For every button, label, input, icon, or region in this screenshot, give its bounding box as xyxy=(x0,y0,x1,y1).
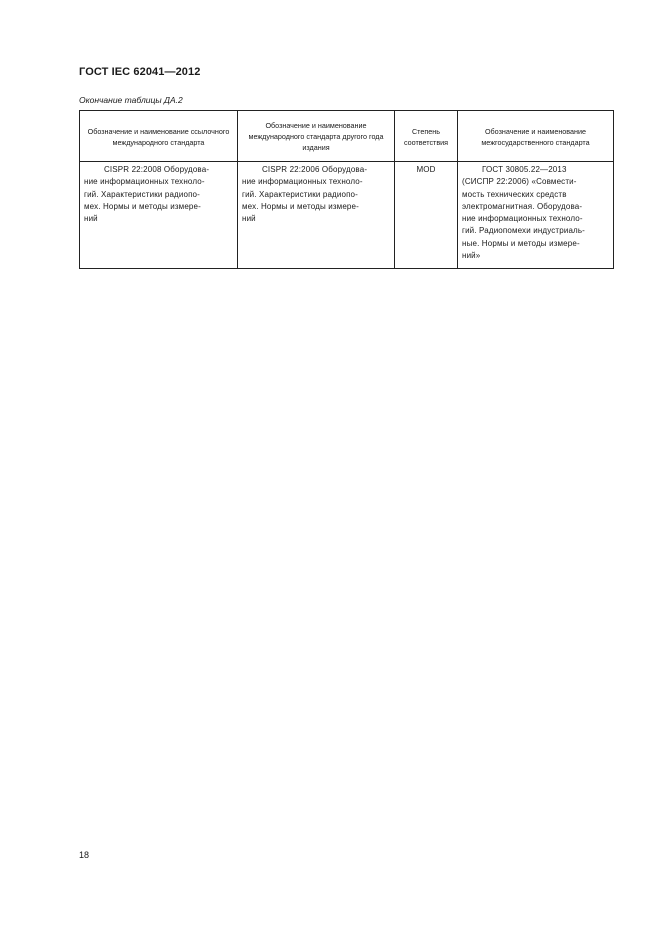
cell-degree-of-conformity: MOD xyxy=(395,162,458,269)
table-caption: Окончание таблицы ДА.2 xyxy=(79,95,183,105)
cell-line: гий. Радиопомехи индустриаль- xyxy=(462,226,585,236)
cell-interstate-standard xyxy=(458,162,614,269)
correspondence-table xyxy=(79,110,614,269)
page-number: 18 xyxy=(79,850,90,860)
cell-line: CISPR 22:2008 Оборудова- xyxy=(104,165,210,174)
table-header-row xyxy=(80,111,614,162)
header-interstate-standard: Обозначение и наименование межгосударственного стандарта xyxy=(458,111,614,162)
cell-line: электромагнитная. Оборудова- xyxy=(462,201,583,211)
cell-line: мех. Нормы и методы измере- xyxy=(84,201,201,211)
cell-line: мость технических средств xyxy=(462,189,567,199)
cell-line: ний xyxy=(242,214,256,224)
cell-line: ние информационных техноло- xyxy=(242,177,363,187)
header-degree-of-conformity: Степень соответствия xyxy=(395,111,458,162)
cell-line: (СИСПР 22:2006) «Совмести- xyxy=(462,177,577,187)
cell-line: ГОСТ 30805.22—2013 xyxy=(482,165,567,174)
header-other-edition-standard: Обозначение и наименование международного стандарта другого года издания xyxy=(238,111,395,162)
cell-line: ний xyxy=(84,214,98,224)
cell-line: гий. Характеристики радиопо- xyxy=(242,189,358,199)
cell-line: гий. Характеристики радиопо- xyxy=(84,189,200,199)
cell-line: CISPR 22:2006 Оборудова- xyxy=(262,165,368,174)
cell-line: ний» xyxy=(462,251,481,261)
cell-line: ные. Нормы и методы измере- xyxy=(462,238,580,248)
header-referenced-standard: Обозначение и наименование ссылочного международного стандарта xyxy=(80,111,238,162)
cell-line: ние информационных техноло- xyxy=(84,177,205,187)
cell-other-edition-standard xyxy=(238,162,395,269)
document-header: ГОСТ IEC 62041—2012 xyxy=(79,66,201,78)
table-row xyxy=(80,162,614,269)
cell-line: мех. Нормы и методы измере- xyxy=(242,201,359,211)
cell-referenced-standard xyxy=(80,162,238,269)
cell-line: ние информационных техноло- xyxy=(462,214,583,224)
